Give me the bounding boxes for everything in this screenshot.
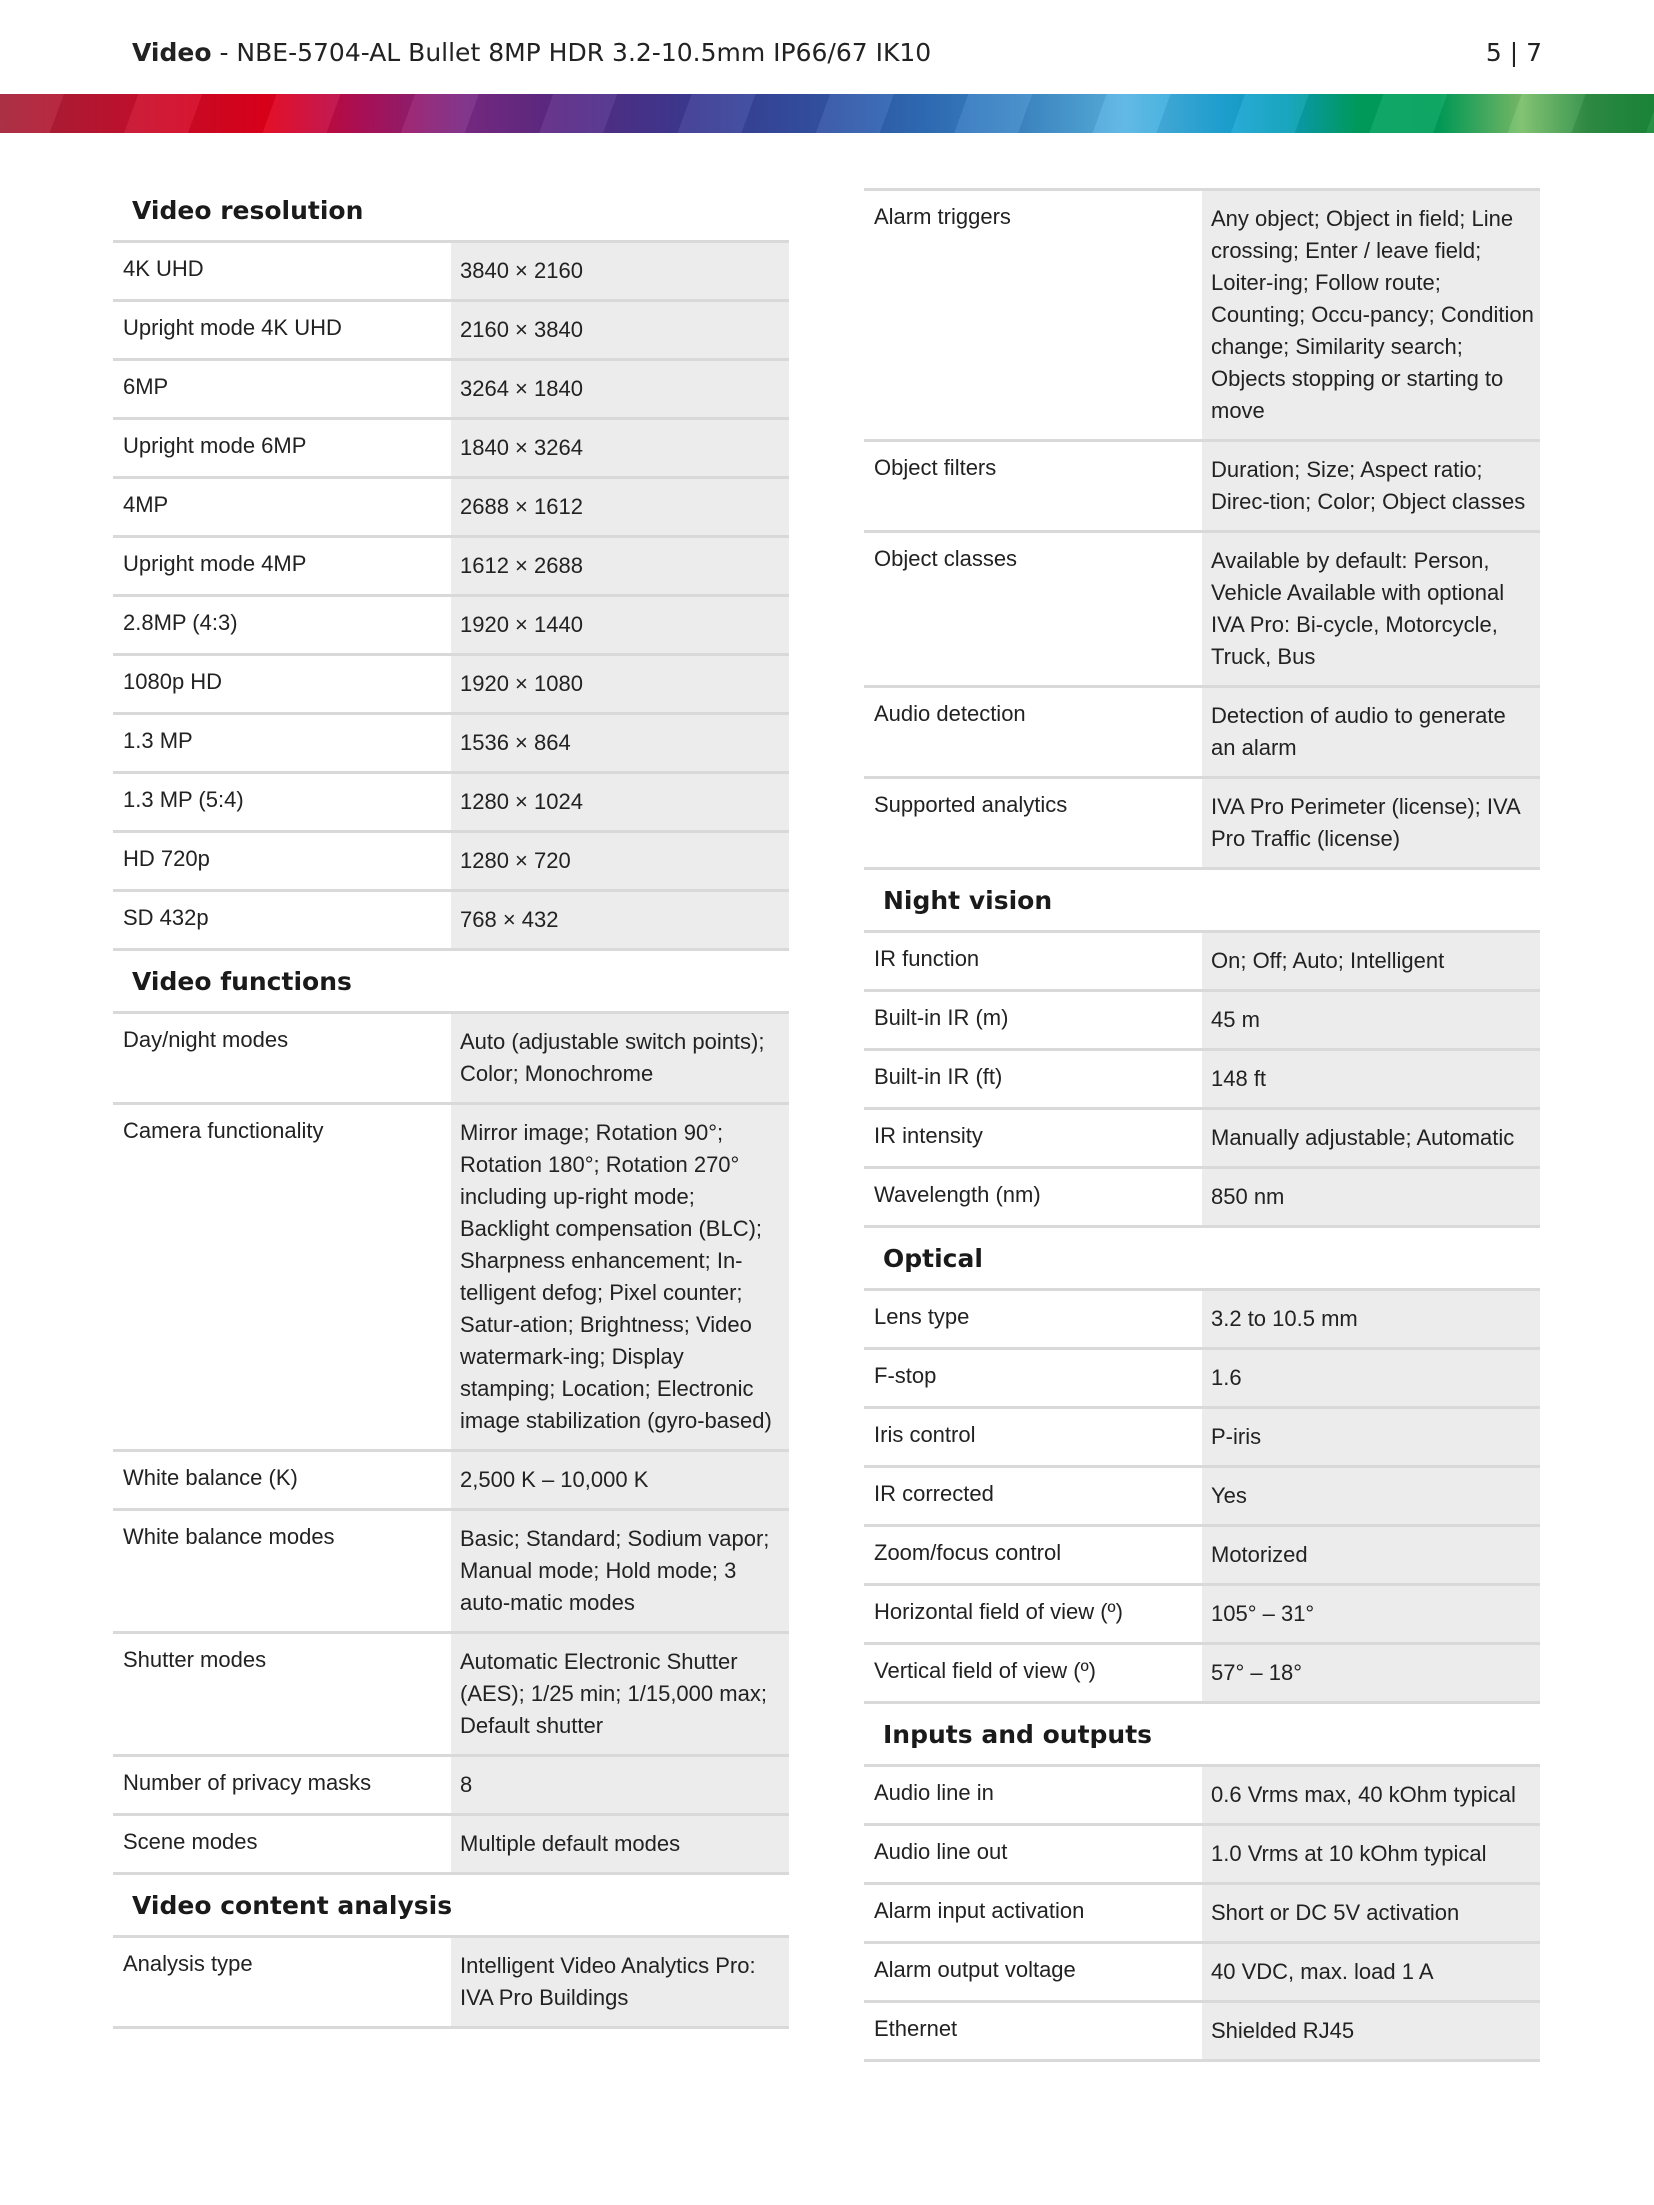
spec-value: 1280 × 1024	[451, 774, 789, 830]
page-header	[132, 32, 1542, 72]
spec-label: Supported analytics	[874, 792, 1068, 817]
spec-value: 2160 × 3840	[451, 302, 789, 358]
spec-label: Day/night modes	[123, 1027, 289, 1052]
spec-row	[864, 1409, 1540, 1468]
spec-row	[864, 442, 1540, 533]
spec-row	[113, 243, 789, 302]
spec-row	[113, 715, 789, 774]
spec-label: 1.3 MP (5:4)	[123, 787, 244, 812]
spec-value: On; Off; Auto; Intelligent	[1202, 933, 1540, 989]
spec-label: Horizontal field of view (º)	[874, 1599, 1123, 1624]
spec-value: Mirror image; Rotation 90°; Rotation 180°; Rotation 270° including up-right mode; Backlight compensation (BLC); Sharpness enhancement; In-telligent defog; Pixel counter; Satur-ation; Brightness; Video watermark-ing; Display stamping; Location; Electronic image stabilization (gyro-based)	[451, 1105, 789, 1449]
spec-value: 40 VDC, max. load 1 A	[1202, 1944, 1540, 2000]
spec-label: Wavelength (nm)	[874, 1182, 1041, 1207]
spec-row	[113, 1634, 789, 1757]
spec-label: IR function	[874, 946, 980, 971]
spec-row	[113, 1757, 789, 1816]
spec-value: Automatic Electronic Shutter (AES); 1/25 min; 1/15,000 max; Default shutter	[451, 1634, 789, 1754]
right-column	[864, 188, 1540, 2062]
spec-value: IVA Pro Perimeter (license); IVA Pro Traffic (license)	[1202, 779, 1540, 867]
spec-label: 1.3 MP	[123, 728, 193, 753]
spec-value: Intelligent Video Analytics Pro: IVA Pro Buildings	[451, 1938, 789, 2026]
left-column	[113, 180, 789, 2029]
spec-label: Number of privacy masks	[123, 1770, 372, 1795]
spec-value: 105° – 31°	[1202, 1586, 1540, 1642]
spec-value: 768 × 432	[451, 892, 789, 948]
section-title-video-functions: Video functions	[113, 951, 789, 1014]
spec-value: 1.6	[1202, 1350, 1540, 1406]
spec-label: IR intensity	[874, 1123, 983, 1148]
spec-value: Detection of audio to generate an alarm	[1202, 688, 1540, 776]
spec-value: 57° – 18°	[1202, 1645, 1540, 1701]
spec-row	[113, 892, 789, 951]
spec-row	[864, 1350, 1540, 1409]
spec-value: 1920 × 1440	[451, 597, 789, 653]
section-title-video-resolution: Video resolution	[113, 180, 789, 243]
spec-label: Audio line out	[874, 1839, 1008, 1864]
spec-label: Built-in IR (m)	[874, 1005, 1009, 1030]
spec-label: Vertical field of view (º)	[874, 1658, 1096, 1683]
spec-row	[864, 1944, 1540, 2003]
spec-label: 2.8MP (4:3)	[123, 610, 238, 635]
spec-row	[113, 1452, 789, 1511]
spec-value: 3264 × 1840	[451, 361, 789, 417]
spec-label: SD 432p	[123, 905, 209, 930]
spec-row	[113, 833, 789, 892]
spec-label: F-stop	[874, 1363, 937, 1388]
spec-value: 1920 × 1080	[451, 656, 789, 712]
spec-row	[113, 1816, 789, 1875]
spec-label: White balance (K)	[123, 1465, 298, 1490]
spec-value: 148 ft	[1202, 1051, 1540, 1107]
spec-label: Ethernet	[874, 2016, 958, 2041]
spec-label: Shutter modes	[123, 1647, 267, 1672]
spec-row	[113, 656, 789, 715]
title-product: - NBE-5704-AL Bullet 8MP HDR 3.2-10.5mm IP66/67 IK10	[211, 37, 932, 67]
spec-row	[864, 779, 1540, 870]
section-title-video-content-analysis: Video content analysis	[113, 1875, 789, 1938]
section-title-inputs-and-outputs: Inputs and outputs	[864, 1704, 1540, 1767]
spec-label: Scene modes	[123, 1829, 258, 1854]
spec-label: 1080p HD	[123, 669, 223, 694]
spec-value: 0.6 Vrms max, 40 kOhm typical	[1202, 1767, 1540, 1823]
spec-label: Iris control	[874, 1422, 976, 1447]
spec-row	[113, 302, 789, 361]
spec-value: 1840 × 3264	[451, 420, 789, 476]
spec-value: 2688 × 1612	[451, 479, 789, 535]
spec-label: 6MP	[123, 374, 169, 399]
spec-row	[113, 479, 789, 538]
spec-row	[864, 1767, 1540, 1826]
spec-value: 850 nm	[1202, 1169, 1540, 1225]
spec-label: 4K UHD	[123, 256, 204, 281]
spec-row	[113, 420, 789, 479]
spec-row	[864, 1051, 1540, 1110]
spec-label: Alarm output voltage	[874, 1957, 1076, 1982]
spec-row	[864, 533, 1540, 688]
spec-value: 1536 × 864	[451, 715, 789, 771]
spec-value: Multiple default modes	[451, 1816, 789, 1872]
spec-label: Upright mode 4K UHD	[123, 315, 342, 340]
spec-label: Built-in IR (ft)	[874, 1064, 1003, 1089]
spec-row	[864, 1291, 1540, 1350]
spec-row	[864, 1468, 1540, 1527]
spec-label: 4MP	[123, 492, 169, 517]
spec-row	[113, 361, 789, 420]
section-title-night-vision: Night vision	[864, 870, 1540, 933]
spec-row	[864, 1645, 1540, 1704]
section-title-optical: Optical	[864, 1228, 1540, 1291]
spec-value: 8	[451, 1757, 789, 1813]
spec-row	[864, 933, 1540, 992]
spec-value: Any object; Object in field; Line crossing; Enter / leave field; Loiter-ing; Follow route; Counting; Occu-pancy; Condition change; Similarity search; Objects stopping or starting to move	[1202, 191, 1540, 439]
spec-row	[113, 1938, 789, 2029]
spec-row	[864, 2003, 1540, 2062]
spec-row	[864, 1885, 1540, 1944]
spec-value: Yes	[1202, 1468, 1540, 1524]
spec-value: 2,500 K – 10,000 K	[451, 1452, 789, 1508]
spec-label: Object filters	[874, 455, 997, 480]
spec-row	[113, 1511, 789, 1634]
spec-row	[113, 1014, 789, 1105]
spec-row	[864, 1169, 1540, 1228]
spec-value: 1280 × 720	[451, 833, 789, 889]
spec-row	[864, 191, 1540, 442]
spec-row	[864, 1527, 1540, 1586]
spec-value: 3.2 to 10.5 mm	[1202, 1291, 1540, 1347]
spec-label: White balance modes	[123, 1524, 335, 1549]
spec-label: Upright mode 6MP	[123, 433, 307, 458]
spec-value: Manually adjustable; Automatic	[1202, 1110, 1540, 1166]
spec-row	[864, 992, 1540, 1051]
spec-value: 1.0 Vrms at 10 kOhm typical	[1202, 1826, 1540, 1882]
spec-value: Auto (adjustable switch points); Color; Monochrome	[451, 1014, 789, 1102]
spec-label: IR corrected	[874, 1481, 994, 1506]
spec-label: Alarm triggers	[874, 204, 1011, 229]
spec-label: HD 720p	[123, 846, 210, 871]
spec-label: Upright mode 4MP	[123, 551, 307, 576]
title-category: Video	[132, 37, 212, 67]
spec-value: Shielded RJ45	[1202, 2003, 1540, 2059]
spec-value: 3840 × 2160	[451, 243, 789, 299]
spec-row	[864, 1110, 1540, 1169]
spec-row	[113, 1105, 789, 1452]
spec-value: Available by default: Person, Vehicle Available with optional IVA Pro: Bi-cycle, Motorcycle, Truck, Bus	[1202, 533, 1540, 685]
color-band-decoration	[0, 94, 1654, 133]
spec-row	[864, 1826, 1540, 1885]
spec-label: Camera functionality	[123, 1118, 324, 1143]
spec-value: 1612 × 2688	[451, 538, 789, 594]
spec-value: Duration; Size; Aspect ratio; Direc-tion; Color; Object classes	[1202, 442, 1540, 530]
spec-value: P-iris	[1202, 1409, 1540, 1465]
spec-row	[113, 538, 789, 597]
spec-row	[113, 774, 789, 833]
spec-label: Alarm input activation	[874, 1898, 1085, 1923]
spec-value: Short or DC 5V activation	[1202, 1885, 1540, 1941]
document-title	[132, 38, 931, 67]
spec-row	[864, 688, 1540, 779]
spec-value: Motorized	[1202, 1527, 1540, 1583]
spec-value: Basic; Standard; Sodium vapor; Manual mode; Hold mode; 3 auto-matic modes	[451, 1511, 789, 1631]
spec-label: Object classes	[874, 546, 1018, 571]
page-number: 5 | 7	[1485, 37, 1542, 67]
spec-row	[113, 597, 789, 656]
spec-row	[864, 1586, 1540, 1645]
spec-label: Audio detection	[874, 701, 1026, 726]
spec-label: Analysis type	[123, 1951, 253, 1976]
spec-value: 45 m	[1202, 992, 1540, 1048]
spec-label: Zoom/focus control	[874, 1540, 1062, 1565]
spec-label: Audio line in	[874, 1780, 994, 1805]
spec-label: Lens type	[874, 1304, 970, 1329]
